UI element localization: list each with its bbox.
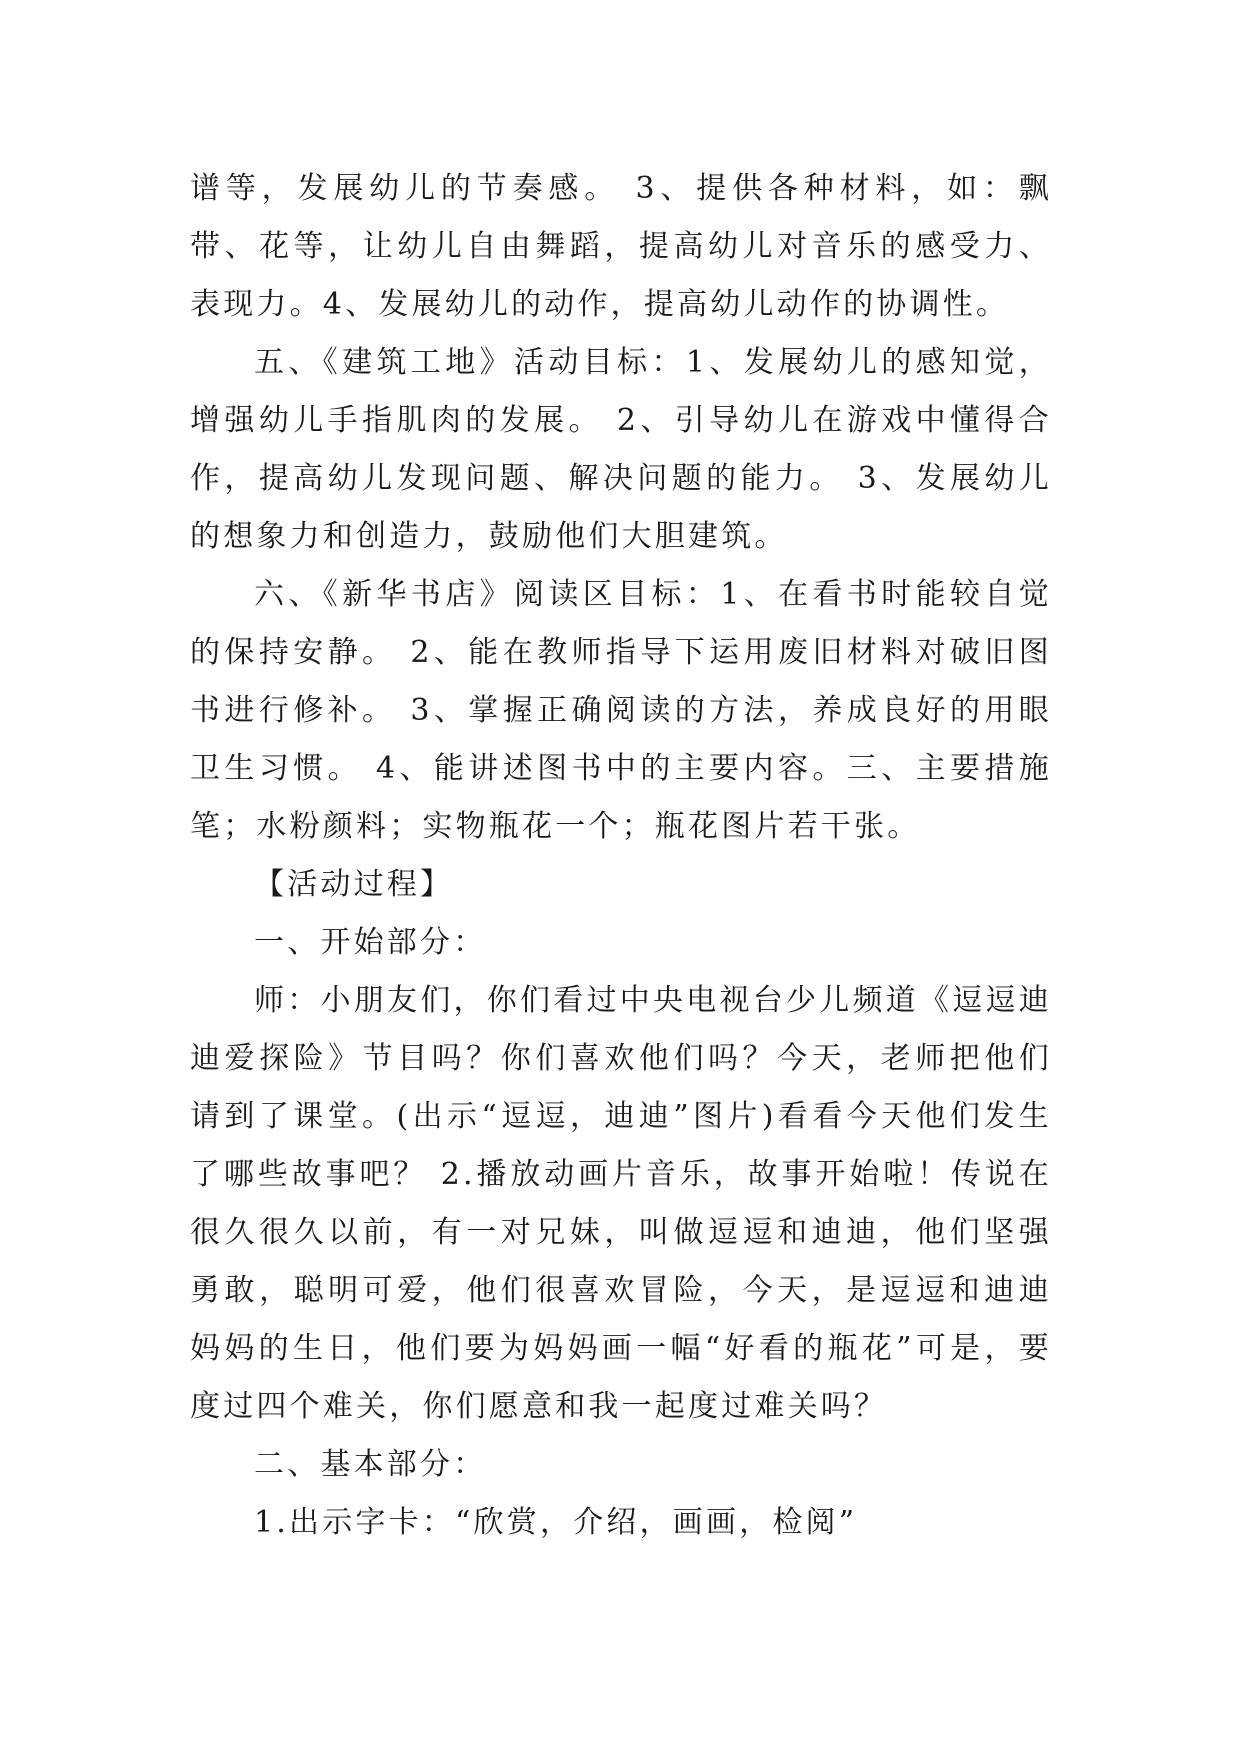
paragraph-teacher-story: 师：小朋友们，你们看过中央电视台少儿频道《逗逗迪迪爱探险》节目吗？你们喜欢他们吗？今天，老师把他们请到了课堂。(出示“逗逗，迪迪”图片)看看今天他们发生了哪些故事吧？ 2.播放动画片音乐，故事开始啦！传说在很久很久以前，有一对兄妹，叫做逗逗和迪迪，他们坚强勇敢，聪明可爱，他们很喜欢冒险，今天，是逗逗和迪迪妈妈的生日，他们要为妈妈画一幅“好看的瓶花”可是，要度过四个难关，你们愿意和我一起度过难关吗？	[190, 983, 1052, 1424]
section-heading-activity-process: 【活动过程】	[254, 867, 454, 902]
section-heading-basic: 二、基本部分：	[254, 1447, 487, 1482]
document-body	[190, 160, 1052, 1552]
paragraph-word-cards: 1.出示字卡：“欣赏，介绍，画画，检阅”	[254, 1505, 858, 1540]
paragraph-bookstore-goals: 六、《新华书店》阅读区目标：1、在看书时能较自觉的保持安静。 2、能在教师指导下运用废旧材料对破旧图书进行修补。 3、掌握正确阅读的方法，养成良好的用眼卫生习惯。 4、能讲述图书中的主要内容。三、主要措施笔；水粉颜料；实物瓶花一个；瓶花图片若干张。	[190, 577, 1052, 844]
paragraph-construction-site-goals: 五、《建筑工地》活动目标：1、发展幼儿的感知觉，增强幼儿手指肌肉的发展。 2、引导幼儿在游戏中懂得合作，提高幼儿发现问题、解决问题的能力。 3、发展幼儿的想象力和创造力，鼓励他们大胆建筑。	[190, 345, 1052, 554]
paragraph-rhythm-goals: 谱等，发展幼儿的节奏感。 3、提供各种材料，如：飘带、花等，让幼儿自由舞蹈，提高幼儿对音乐的感受力、表现力。4、发展幼儿的动作，提高幼儿动作的协调性。	[190, 171, 1052, 322]
section-heading-opening: 一、开始部分：	[254, 925, 487, 960]
